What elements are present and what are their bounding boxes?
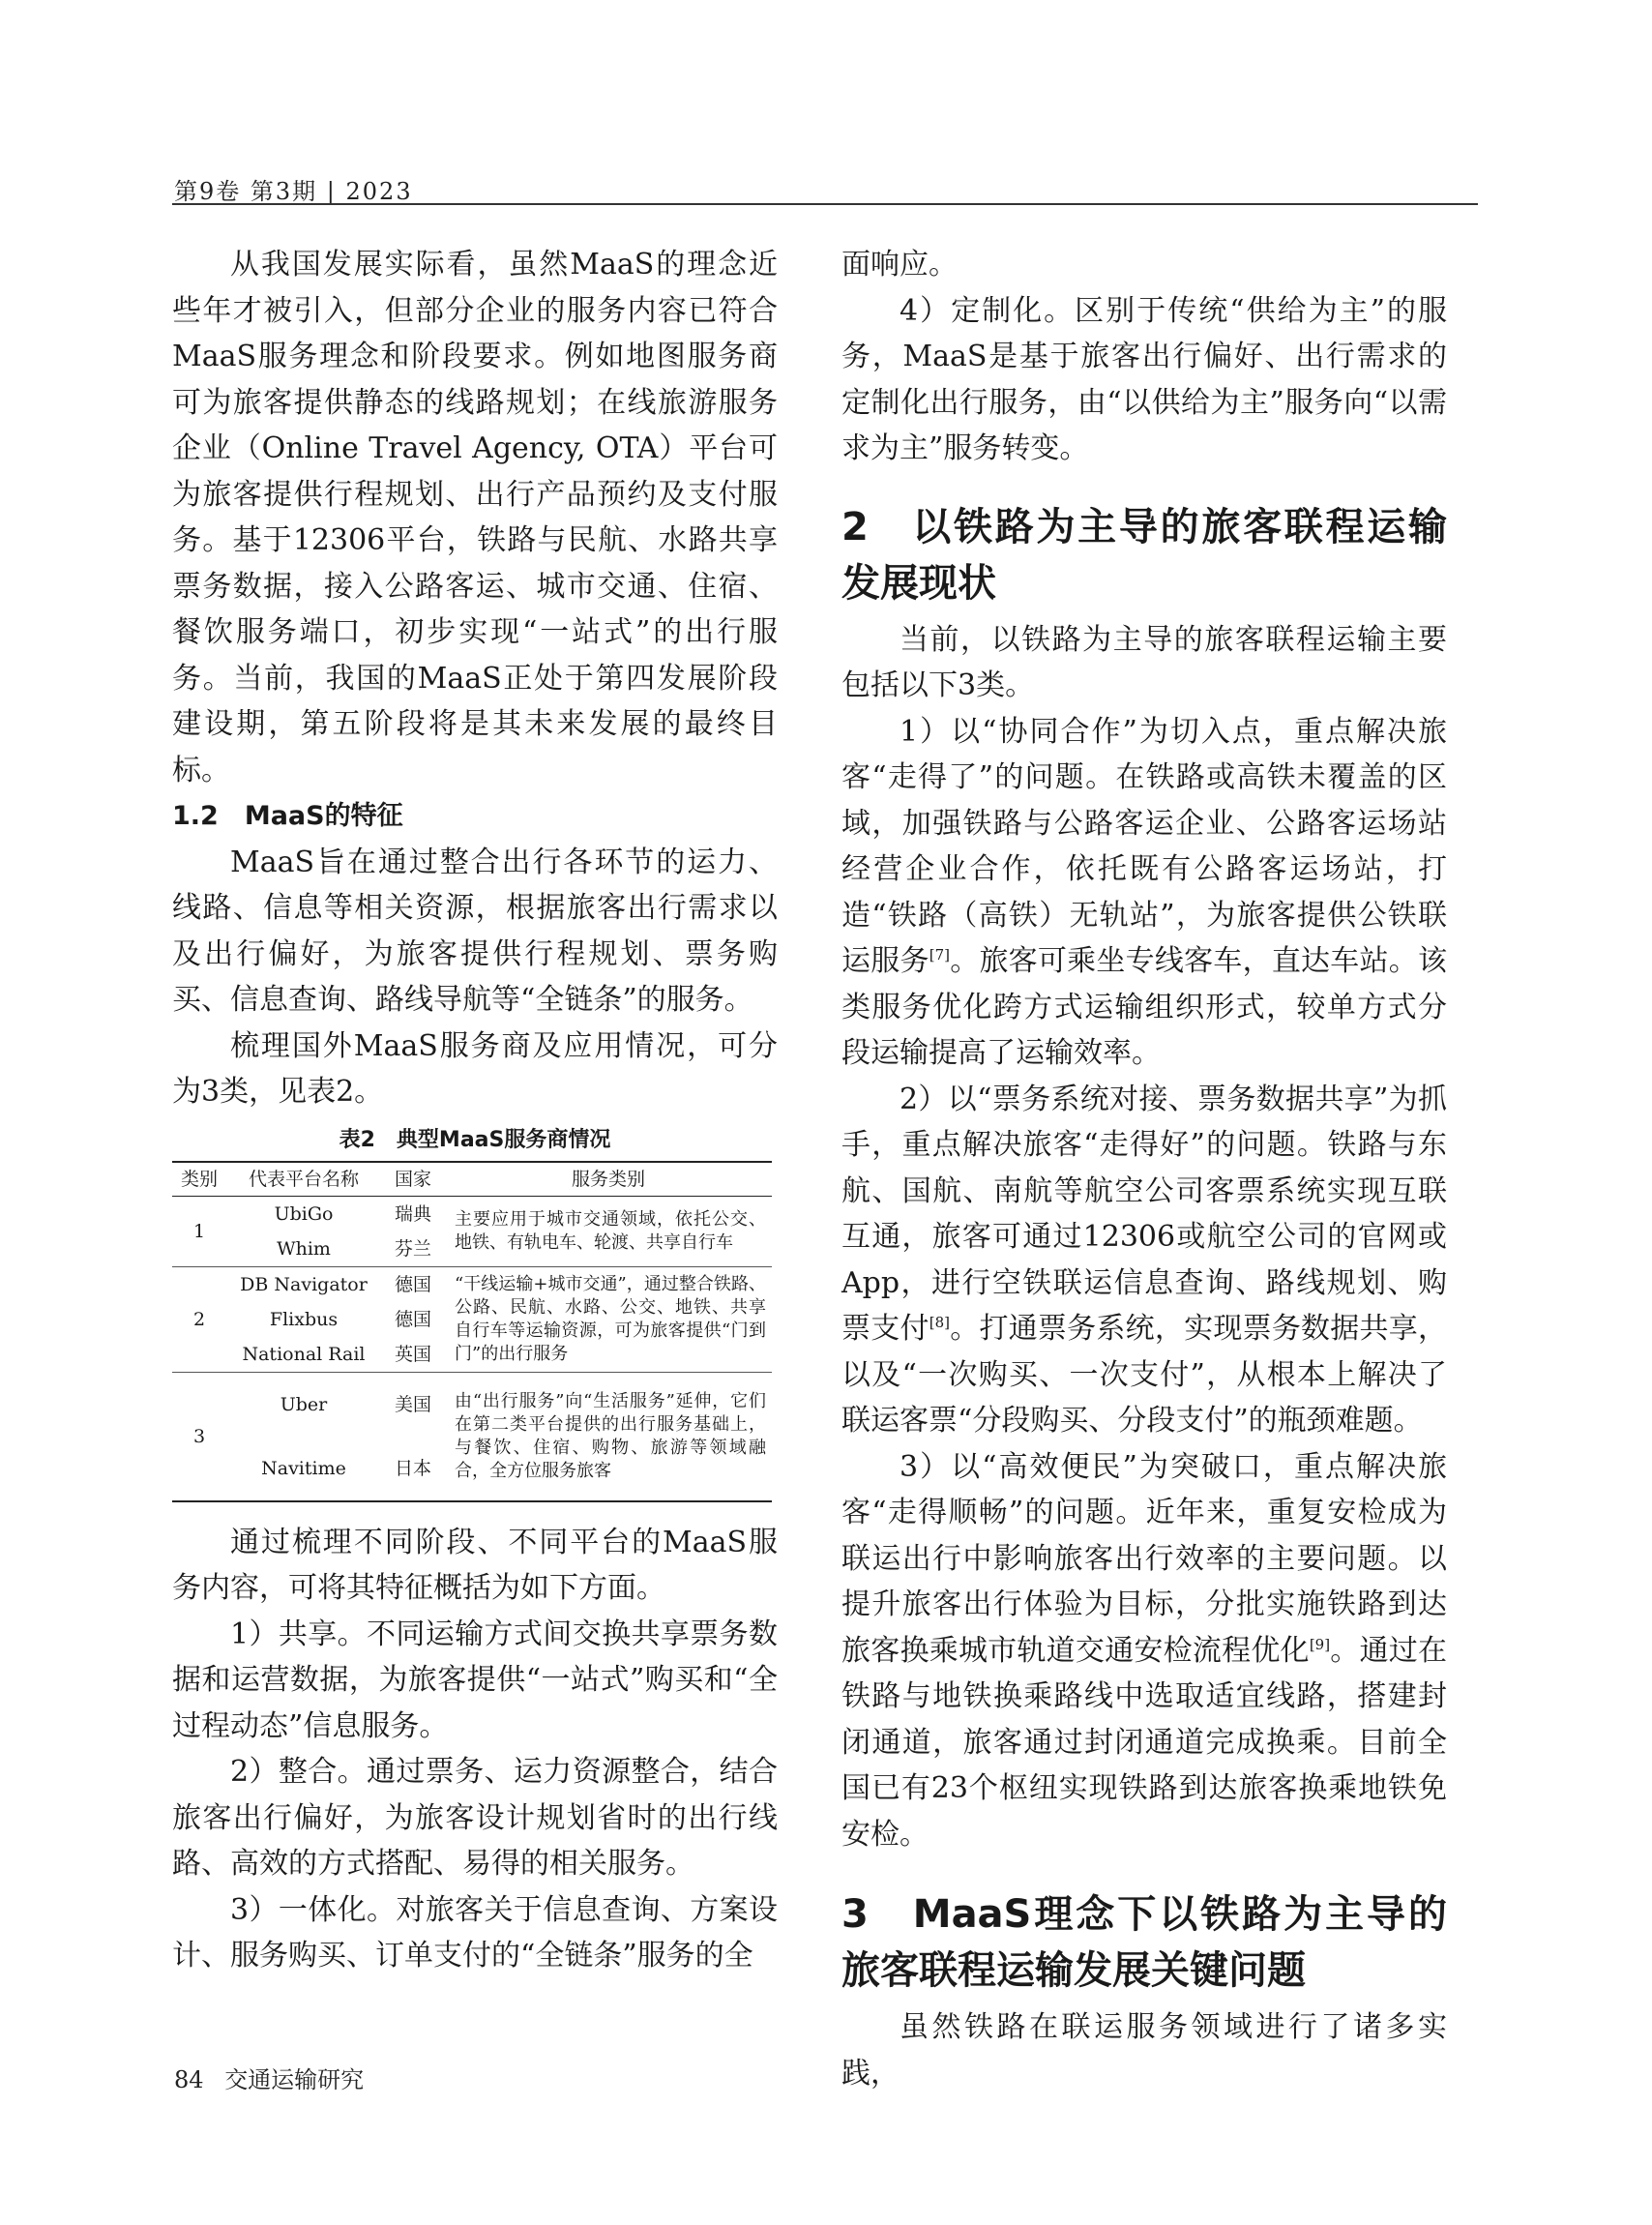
table-header-cell: 类别 <box>172 1162 226 1197</box>
citation-ref: [9] <box>1309 1635 1331 1653</box>
paragraph-text: 。旅客可乘坐专线客车，直达车站。该类服务优化跨方式运输组织形式，较单方式分段运输提高了运输效率。 <box>841 944 1448 1070</box>
paragraph-text: 。打通票务系统，实现票务数据共享，以及“一次购买、一次支付”，从根本上解决了联运客票“分段购买、分段支付”的瓶颈难题。 <box>841 1312 1448 1438</box>
left-column <box>172 242 778 1979</box>
table-row <box>172 1266 772 1302</box>
section-heading-2: 2 以铁路为主导的旅客联程运输发展现状 <box>841 504 1447 606</box>
citation-ref: [7] <box>929 946 950 964</box>
table-row <box>172 1196 772 1231</box>
table-cell-country: 瑞典 <box>394 1202 431 1225</box>
paragraph: 当前，以铁路为主导的旅客联程运输主要包括以下3类。 <box>841 622 1447 702</box>
table-cell-platform: Navitime <box>261 1457 346 1479</box>
paragraph-text: 。通过在铁路与地铁换乘路线中选取适宜线路，搭建封闭通道，旅客通过封闭通道完成换乘。目前全国已有23个枢纽实现铁路到达旅客换乘地铁免安检。 <box>841 1633 1448 1852</box>
table-cell-category: 2 <box>172 1266 226 1372</box>
table-cell-country: 英国 <box>381 1337 445 1373</box>
table-cell-service: 主要应用于城市交通领域，依托公交、地铁、有轨电车、轮渡、共享自行车 <box>445 1196 772 1266</box>
table-cell-platform: UbiGo <box>274 1202 334 1225</box>
paragraph-text: 3）以“高效便民”为突破口，重点解决旅客“走得顺畅”的问题。近年来，重复安检成为联运出行中影响旅客出行效率的主要问题。以提升旅客出行体验为目标，分批实施铁路到达旅客换乘城市轨道交通安检流程优化 <box>841 1449 1447 1668</box>
table-cell-service: “干线运输+城市交通”，通过整合铁路、公路、民航、水路、公交、地铁、共享自行车等运输资源，可为旅客提供“门到门”的出行服务 <box>445 1266 772 1372</box>
paragraph: 面响应。 <box>841 248 958 282</box>
table-cell-platform: National Rail <box>226 1337 381 1373</box>
section-heading-1-2: 1.2 MaaS的特征 <box>172 801 403 831</box>
right-column <box>841 242 1447 2096</box>
table-header-row <box>172 1162 772 1197</box>
journal-name: 交通运输研究 <box>224 2066 365 2093</box>
paragraph: 从我国发展实际看，虽然MaaS的理念近些年才被引入，但部分企业的服务内容已符合MaaS服务理念和阶段要求。例如地图服务商可为旅客提供静态的线路规划；在线旅游服务企业（Online Travel Agency, OTA）平台可为旅客提供行程规划、出行产品预约及支付服务。基于12306平台，铁路与民航、水路共享票务数据，接入公路客运、城市交通、住宿、餐饮服务端口，初步实现“一站式”的出行服务。当前，我国的MaaS正处于第四发展阶段建设期，第五阶段将是其未来发展的最终目标。 <box>172 248 778 787</box>
table-maas-providers <box>172 1161 772 1502</box>
paragraph: 4）定制化。区别于传统“供给为主”的服务，MaaS是基于旅客出行偏好、出行需求的定制化出行服务，由“以供给为主”服务向“以需求为主”服务转变。 <box>841 293 1447 465</box>
page-number: 84 <box>174 2066 204 2093</box>
paragraph <box>841 709 1447 1077</box>
table-cell-country: 德国 <box>394 1308 431 1330</box>
running-head: 第9卷 第3期 | 2023 <box>174 178 413 205</box>
table-header-cell: 服务类别 <box>445 1162 772 1197</box>
paragraph-text: 1）以“协同合作”为切入点，重点解决旅客“走得了”的问题。在铁路或高铁未覆盖的区域，加强铁路与公路客运企业、公路客运场站经营企业合作，依托既有公路客运场站，打造“铁路（高铁）无轨站”，为旅客提供公铁联运服务 <box>841 714 1447 978</box>
table-cell-country: 芬兰 <box>381 1231 445 1267</box>
table-cell-service: 由“出行服务”向“生活服务”延伸，它们在第二类平台提供的出行服务基础上，与餐饮、住宿、购物、旅游等领域融合，全方位服务旅客 <box>455 1390 766 1481</box>
table-cell-category: 3 <box>192 1425 206 1447</box>
section-heading-3: 3 MaaS理念下以铁路为主导的旅客联程运输发展关键问题 <box>841 1892 1447 1993</box>
table-row <box>172 1372 772 1437</box>
paragraph-text: 2）以“票务系统对接、票务数据共享”为抓手，重点解决旅客“走得好”的问题。铁路与东航、国航、南航等航空公司客票系统实现互联互通，旅客可通过12306或航空公司的官网或App，进行空铁联运信息查询、路线规划、购票支付 <box>841 1082 1447 1346</box>
table-cell-platform: Uber <box>280 1393 328 1415</box>
paragraph: 虽然铁路在联运服务领域进行了诸多实践， <box>841 2010 1447 2091</box>
table-header-cell: 代表平台名称 <box>226 1162 381 1197</box>
table-header-cell: 国家 <box>381 1162 445 1197</box>
table-cell-platform: DB Navigator <box>240 1273 368 1295</box>
table-caption: 表2 典型MaaS服务商情况 <box>339 1127 611 1152</box>
page-footer <box>174 2061 364 2094</box>
paragraph: 通过梳理不同阶段、不同平台的MaaS服务内容，可将其特征概括为如下方面。 <box>172 1525 778 1605</box>
table-cell-platform: Whim <box>226 1231 381 1267</box>
table-cell-category: 1 <box>172 1196 226 1266</box>
paragraph <box>841 1077 1447 1444</box>
header-rule <box>172 203 1478 205</box>
paragraph: 梳理国外MaaS服务商及应用情况，可分为3类，见表2。 <box>172 1028 778 1109</box>
table-cell-country: 德国 <box>394 1273 431 1295</box>
citation-ref: [8] <box>929 1314 950 1331</box>
paragraph: 1）共享。不同运输方式间交换共享票务数据和运营数据，为旅客提供“一站式”购买和“全过程动态”信息服务。 <box>172 1617 778 1743</box>
table-cell-country: 日本 <box>394 1457 431 1479</box>
paragraph: 2）整合。通过票务、运力资源整合，结合旅客出行偏好，为旅客设计规划省时的出行线路、高效的方式搭配、易得的相关服务。 <box>172 1755 778 1881</box>
table-cell-platform: Flixbus <box>269 1308 339 1330</box>
paragraph: MaaS旨在通过整合出行各环节的运力、线路、信息等相关资源，根据旅客出行需求以及出行偏好，为旅客提供行程规划、票务购买、信息查询、路线导航等“全链条”的服务。 <box>172 845 778 1017</box>
paragraph <box>841 1444 1447 1858</box>
paragraph: 3）一体化。对旅客关于信息查询、方案设计、服务购买、订单支付的“全链条”服务的全 <box>172 1892 778 1973</box>
table-cell-country: 美国 <box>394 1393 431 1415</box>
